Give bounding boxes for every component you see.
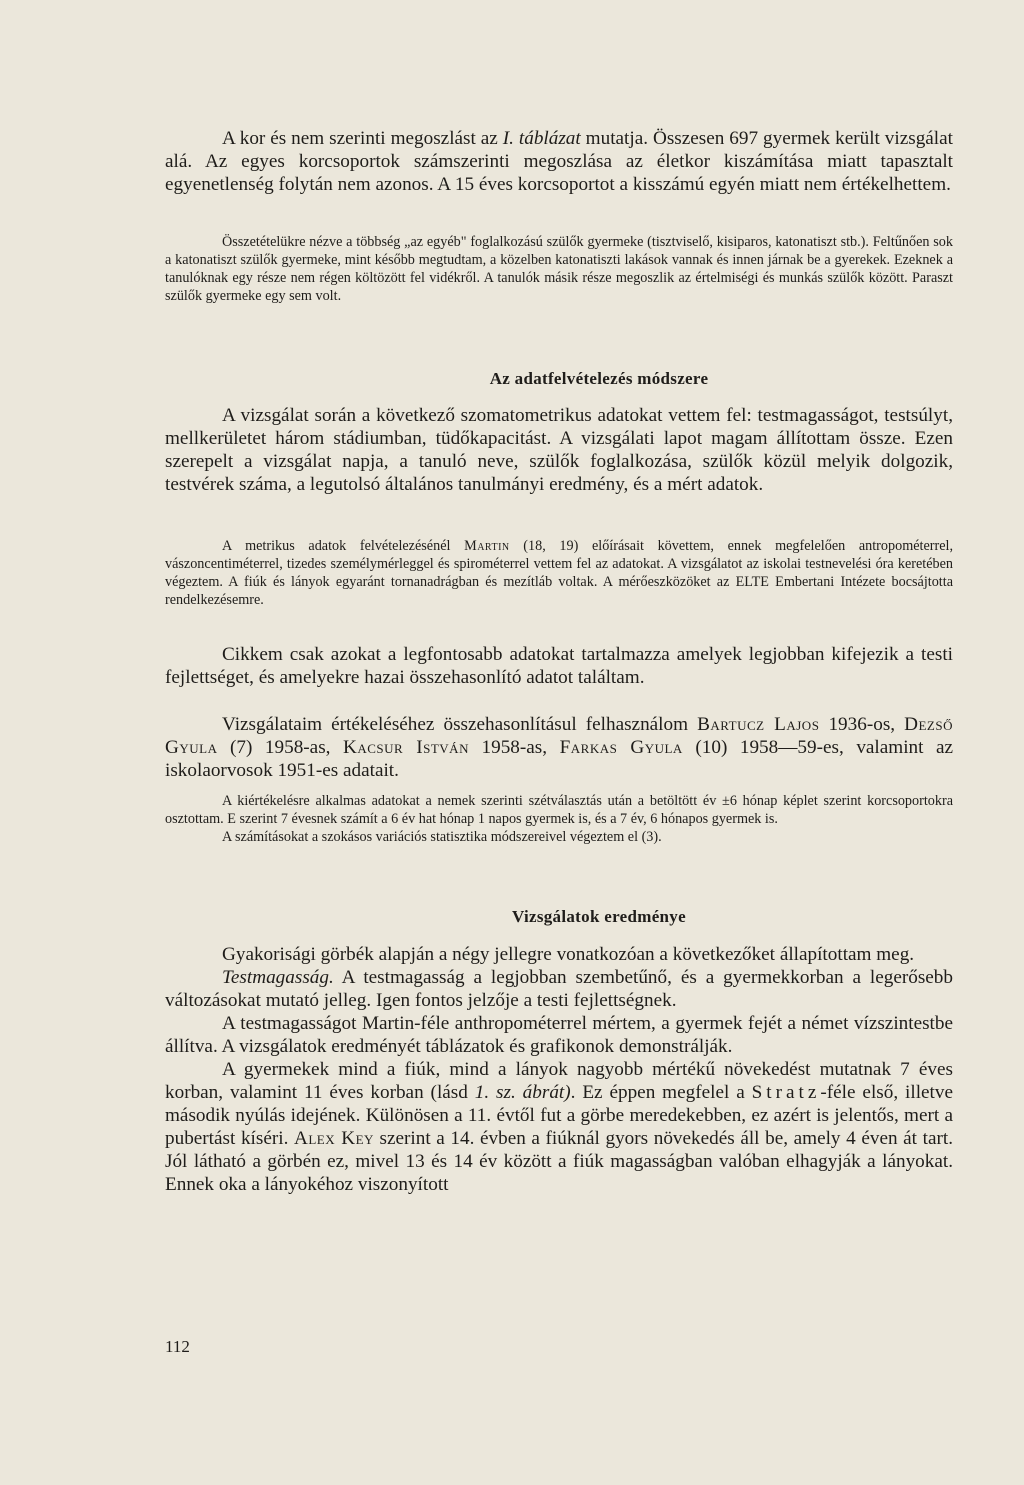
author-name: Martin (464, 538, 510, 554)
author-name: Stratz (751, 1082, 821, 1103)
paragraph-growth: A gyermekek mind a fiúk, mind a lányok nagyobb mértékű növekedést mutatnak 7 éves korban, valamint 11 éves korban (lásd 1. sz. ábrát). Ez éppen megfelel a Stratz-féle első, illetve második nyúlás idejének. Különösen a 11. évtől fut a görbe meredekebben, ez azért is jelentős, mert a pubertást kíséri. Alex Key szerint a 14. évben a fiúknál gyors növekedés áll be, amely 4 éven át tart. Jól látható a görbén ez, mivel 13 és 14 év között a fiúk magasságban valóban elhagyják a lányokat. Ennek oka a lányokéhoz viszonyított (165, 1059, 953, 1195)
paragraph-comparison-sources: Vizsgálataim értékeléséhez összehasonlításul felhasználom Bartucz Lajos 1936-os, Dezső Gyula (7) 1958-as, Kacsur István 1958-as, Farkas Gyula (10) 1958—59-es, valamint az iskolaorvosok 1951-es adatait. (165, 714, 954, 781)
page-number: 112 (165, 1337, 190, 1356)
author-name: Farkas Gyula (559, 737, 683, 758)
paragraph-article-scope: Cikkem csak azokat a legfontosabb adatokat tartalmazza amelyek legjobban kifejezik a testi fejlettséget, és amelyekre hazai összehasonlító adatot találtam. (165, 644, 953, 688)
author-name: Bartucz Lajos (697, 714, 820, 735)
paragraph-measurements: A vizsgálat során a következő szomatometrikus adatokat vettem fel: testmagasságot, testsúlyt, mellkerületet három stádiumban, tüdőkapacitást. A vizsgálati lapot magam állítottam össze. Ezen szerepelt a vizsgálat napja, a tanuló neve, szülők foglalkozása, szülők közül melyik dolgozik, testvérek száma, a legutolsó általános tanulmányi eredmény, és a mért adatok. (165, 405, 953, 495)
composition-block (165, 233, 953, 305)
author-name: Dezső Gyula (165, 714, 953, 758)
paragraph-age-groups: A kiértékelésre alkalmas adatokat a nemek szerinti szétválasztás után a betöltött év ±6 hónap képlet szerint korcsoportokra osztottam. E szerint 7 évesnek számít a 6 év hat hónap 1 napos gyermek is, és a 7 év, 6 hónapos gyermek is. (165, 793, 953, 827)
author-name: Alex Key (293, 1128, 374, 1149)
intro-paragraph-block (165, 127, 953, 196)
figure-reference: 1. sz. ábrát) (474, 1082, 571, 1103)
paragraph-metric-data: A metrikus adatok felvételezésénél Martin (18, 19) előírásait követtem, ennek megfelelően antropométerrel, vászoncentiméterrel, tizedes személymérleggel és spirométerrel vettem fel az adatokat. A vizsgálatot az iskolai testnevelési óra keretében végeztem. A fiúk és lányok egyaránt tornanadrágban és mezítláb voltak. A mérőeszközöket az ELTE Embertani Intézete bocsájtotta rendelkezésemre. (165, 538, 953, 608)
heading-block-1 (245, 369, 953, 389)
results-block (165, 943, 953, 1196)
paragraph-height-intro: Testmagasság. A testmagasság a legjobban szembetűnő, és a gyermekkorban a legerősebb változásokat mutató jelleg. Igen fontos jelzője a testi fejlettségnek. (165, 967, 953, 1011)
paragraph-age-distribution: A kor és nem szerinti megoszlást az I. táblázat mutatja. Összesen 697 gyermek került vizsgálat alá. Az egyes korcsoportok számszerinti megoszlása az életkor kiszámítása miatt tapasztalt egyenetlenség folytán nem azonos. A 15 éves korcsoportot a kisszámú egyén miatt nem értékelhettem. (165, 128, 953, 195)
evaluation-block (165, 792, 953, 846)
heading-block-2 (245, 907, 953, 927)
paragraph-frequency-curves: Gyakorisági görbék alapján a négy jellegre vonatkozóan a következőket állapítottam meg. (222, 944, 915, 965)
comparison-block (165, 713, 953, 782)
metric-block (165, 537, 953, 609)
paragraph-height-measurement: A testmagasságot Martin-féle anthropométerrel mértem, a gyermek fejét a német vízszintestbe állítva. A vizsgálatok eredményét táblázatok és grafikonok demonstrálják. (165, 1013, 953, 1057)
paragraph-composition: Összetételükre nézve a többség „az egyéb" foglalkozású szülők gyermeke (tisztviselő, kisiparos, katonatiszt stb.). Feltűnően sok a katonatiszt szülők gyermeke, mint később megtudtam, a közelben katonatiszti lakások vannak és innen járnak be a gyerekek. Ezeknek a tanulóknak egy része nem régen költözött fel vidékről. A tanulók másik része megoszlik az értelmiségi és munkás szülők között. Paraszt szülők gyermeke egy sem volt. (165, 234, 953, 304)
methods-block (165, 404, 953, 496)
author-name: Kacsur István (343, 737, 469, 758)
paragraph-statistics: A számításokat a szokásos variációs statisztika módszereivel végeztem el (3). (222, 829, 662, 845)
table-reference: I. táblázat (502, 128, 581, 149)
section-heading-methods: Az adatfelvételezés módszere (489, 369, 709, 388)
section-heading-results: Vizsgálatok eredménye (512, 907, 686, 926)
term-height: Testmagasság. (222, 967, 334, 988)
article-scope-block (165, 643, 953, 689)
